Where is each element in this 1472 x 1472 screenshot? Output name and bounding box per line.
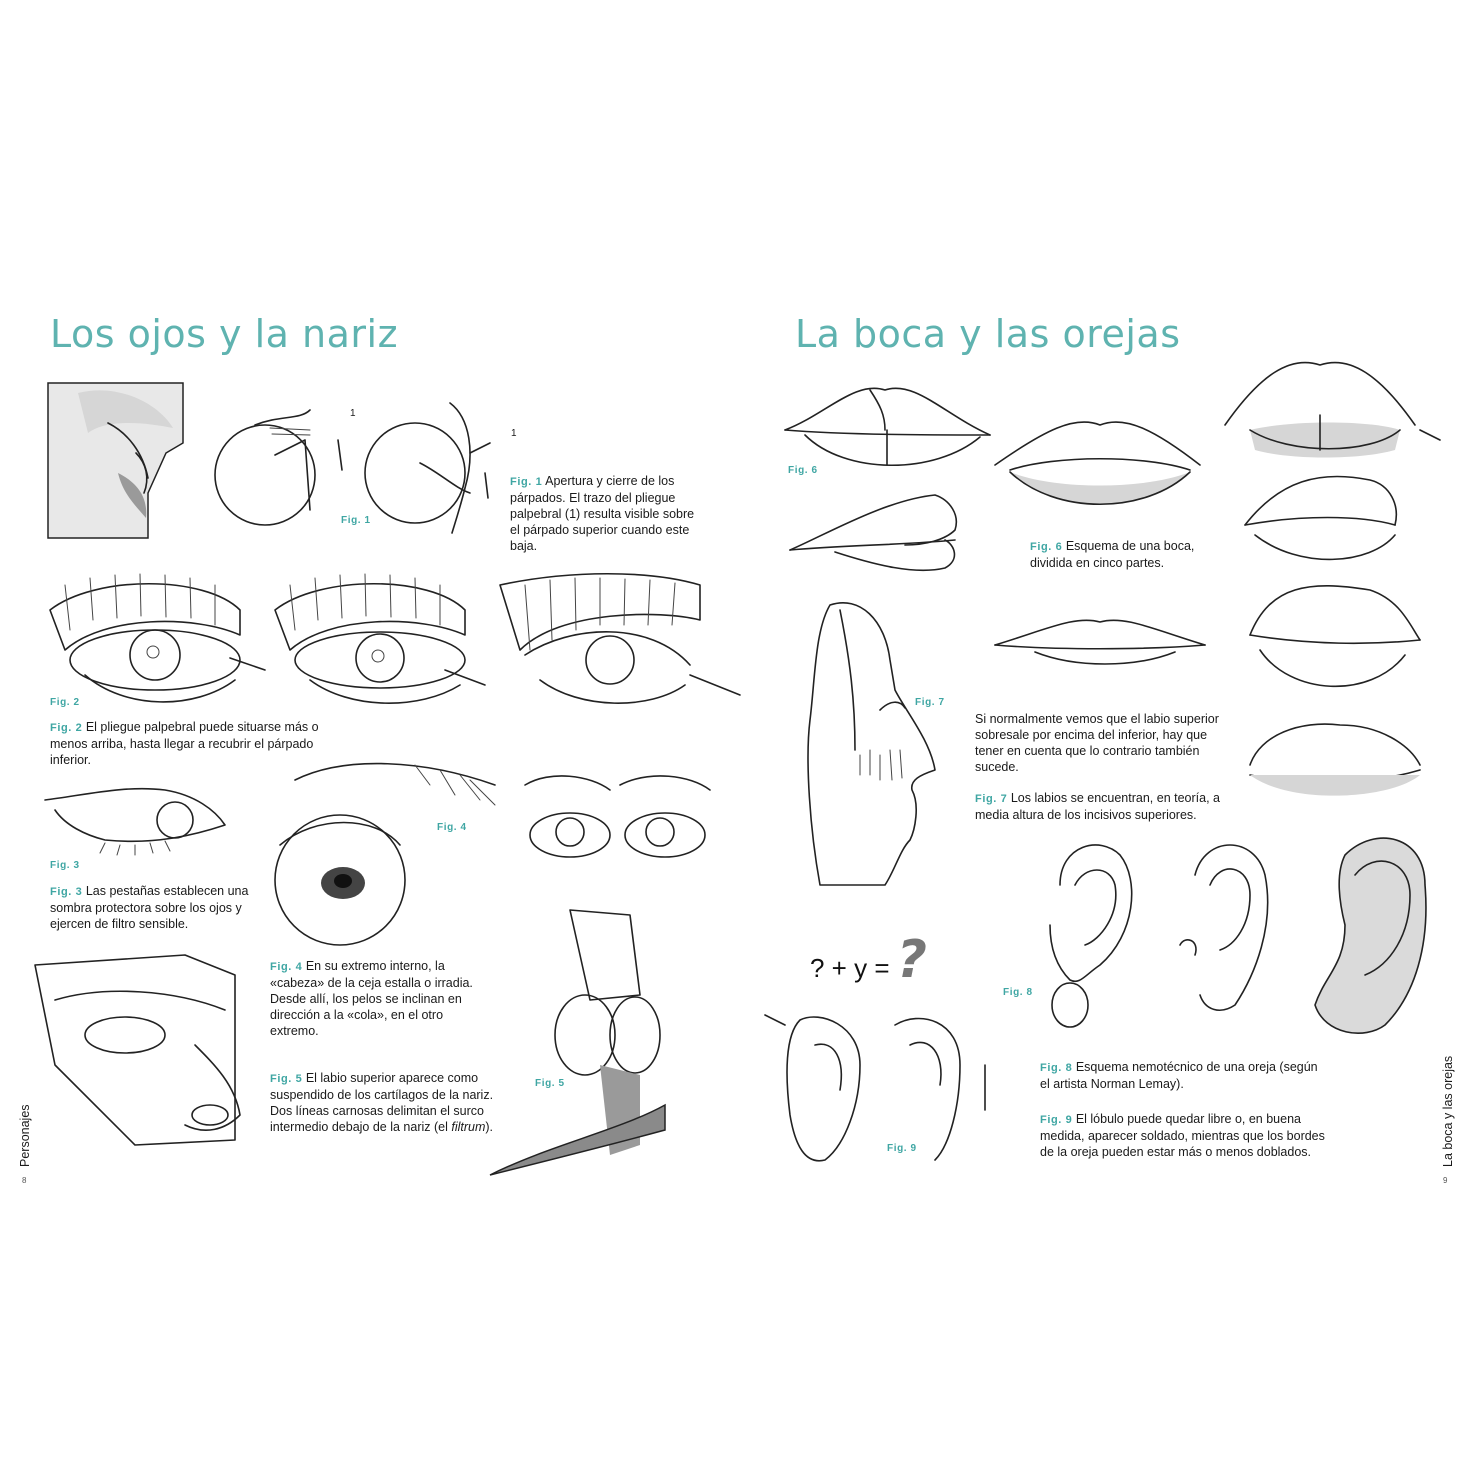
fig2-caption-text: El pliegue palpebral puede situarse más o menos arriba, hasta llegar a recubrir el párpado inferior. (50, 720, 319, 767)
fig6-caption (1030, 538, 1225, 571)
fig4-eyebrow-illustration (255, 755, 505, 950)
fig5-caption-end: ). (485, 1120, 494, 1134)
fig9-caption-label: Fig. 9 (1040, 1114, 1073, 1126)
lips-thin-illustration (995, 610, 1210, 670)
left-page-number: 8 (22, 1176, 27, 1185)
fig5-face-profile-illustration (35, 955, 250, 1145)
fig7-skull-profile-illustration (800, 600, 940, 890)
fig1-marker-1: 1 (350, 408, 356, 419)
fig7-caption (975, 790, 1225, 823)
fig6-lips-profile-illustration (785, 490, 965, 575)
fig1-eye-closeup-illustration (48, 383, 183, 538)
fig7-note: Si normalmente vemos que el labio superior sobresale por encima del inferior, hay que tener en cuenta que lo contrario también sucede. (975, 712, 1219, 774)
fig5-caption-italic: filtrum (451, 1120, 486, 1134)
fig8-label: Fig. 8 (1003, 987, 1033, 998)
fig6-caption-label: Fig. 6 (1030, 541, 1063, 553)
fig5-caption-text: El labio superior aparece como suspendido de los cartílagos de la nariz. Dos líneas carnosas delimitan el surco intermedio debajo de la nariz (el (270, 1071, 494, 1134)
fig5-caption (270, 1070, 495, 1135)
fig2-caption-label: Fig. 2 (50, 722, 83, 734)
fig7-caption-label: Fig. 7 (975, 793, 1008, 805)
ear-equation (810, 930, 927, 990)
fig2-eye-folds-illustration (45, 570, 705, 710)
right-page-number: 9 (1443, 1176, 1448, 1185)
fig3-eyelash-illustration (45, 785, 230, 855)
fig4-label: Fig. 4 (437, 822, 467, 833)
fig3-caption (50, 883, 270, 932)
left-side-label: Personajes (18, 1104, 32, 1167)
lips-open-illustration (995, 410, 1205, 520)
question-mark-icon: ? (896, 930, 927, 990)
fig7-label: Fig. 7 (915, 697, 945, 708)
right-page-title: La boca y las orejas (795, 312, 1181, 356)
fig9-ears-illustration (760, 1005, 1000, 1165)
fig2-label: Fig. 2 (50, 697, 80, 708)
fig5-caption-label: Fig. 5 (270, 1073, 303, 1085)
fig1-eyeball-closed-diagram (360, 398, 500, 533)
fig6-caption-text: Esquema de una boca, dividida en cinco partes. (1030, 539, 1195, 570)
fig4-eyes-pair-illustration (520, 770, 715, 875)
right-side-label: La boca y las orejas (1441, 1055, 1455, 1167)
fig1-eyeball-open-diagram (210, 400, 330, 535)
fig6-label: Fig. 6 (788, 465, 818, 476)
fig3-caption-text: Las pestañas establecen una sombra protectora sobre los ojos y ejercen de filtro sensible. (50, 884, 249, 931)
fig3-caption-label: Fig. 3 (50, 886, 83, 898)
fig4-caption (270, 958, 495, 1039)
fig9-caption-text: El lóbulo puede quedar libre o, en buena medida, aparecer soldado, mientras que los bordes de la oreja pueden estar más o menos doblados. (1040, 1112, 1325, 1159)
ear-equation-left: ? + y = (810, 953, 890, 983)
fig9-label: Fig. 9 (887, 1143, 917, 1154)
fig5-nose-cartilage-illustration (490, 905, 670, 1180)
fig1-caption-text: Apertura y cierre de los párpados. El trazo del pliegue palpebral (1) resulta visible sobre el párpado superior cuando este baja. (510, 474, 695, 553)
fig6-lips-front-illustration (785, 375, 995, 475)
fig1-caption (510, 473, 705, 554)
fig8-caption-label: Fig. 8 (1040, 1062, 1073, 1074)
fig7-caption-text: Los labios se encuentran, en teoría, a media altura de los incisivos superiores. (975, 791, 1220, 822)
fig1-label: Fig. 1 (341, 515, 371, 526)
fig4-caption-label: Fig. 4 (270, 961, 303, 973)
fig3-label: Fig. 3 (50, 860, 80, 871)
fig8-caption-text: Esquema nemotécnico de una oreja (según el artista Norman Lemay). (1040, 1060, 1318, 1091)
fig8-caption (1040, 1059, 1325, 1092)
fig4-caption-text: En su extremo interno, la «cabeza» de la ceja estalla o irradia. Desde allí, los pelos se inclinan en dirección a la «cola», en el otro extremo. (270, 959, 473, 1038)
fig1-caption-label: Fig. 1 (510, 476, 543, 488)
lips-column-illustration (1220, 355, 1440, 815)
fig9-caption (1040, 1111, 1325, 1160)
left-page-title: Los ojos y la nariz (50, 312, 399, 356)
fig1-marker-1-second: 1 (511, 428, 517, 439)
fig8-ears-illustration (1040, 825, 1430, 1040)
fig5-label: Fig. 5 (535, 1078, 565, 1089)
